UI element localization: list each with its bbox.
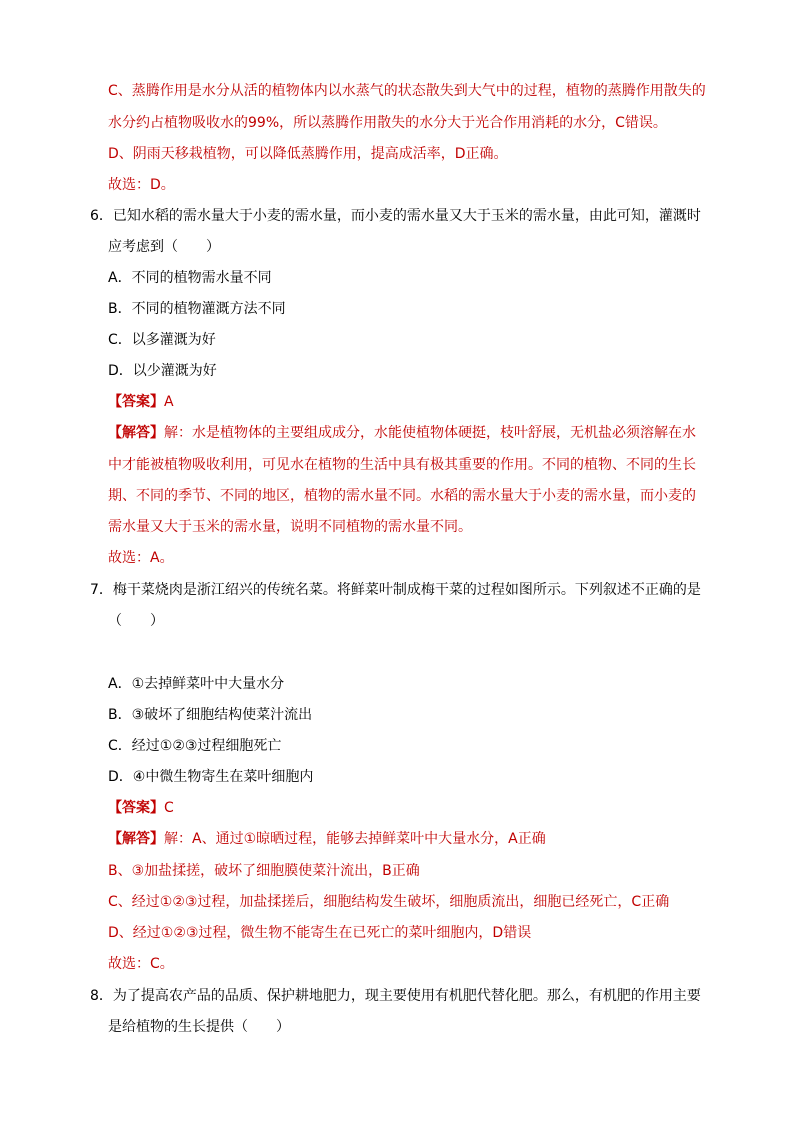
q5-explain-d-line: D、阴雨天移栽植物，可以降低蒸腾作用，提高成活率，D正确。: [108, 146, 508, 162]
q7-stem-line1: 7．梅干菜烧肉是浙江绍兴的传统名菜。将鲜菜叶制成梅干菜的过程如图所示。下列叙述不正确的是: [90, 582, 701, 598]
q7-answer-value: C: [164, 800, 174, 816]
q6-answer: [108, 392, 174, 412]
q7-answer-tag: 【答案】: [108, 800, 164, 816]
q6-explain-text1: 解：水是植物体的主要组成成分，水能使植物体硬挺，枝叶舒展，无机盐必须溶解在水: [164, 425, 696, 441]
q6-stem-line2: 应考虑到（ ）: [108, 239, 220, 255]
q7-explain-line4: D、经过①②③过程，微生物不能寄生在已死亡的菜叶细胞内，D错误: [108, 925, 532, 941]
q7-option-a: A．①去掉鲜菜叶中大量水分: [108, 676, 285, 692]
q6-option-a: A．不同的植物需水量不同: [108, 270, 272, 286]
q6-explain-line1: [108, 423, 696, 443]
q6-stem-line1: 6．已知水稻的需水量大于小麦的需水量，而小麦的需水量又大于玉米的需水量，由此可知，灌溉时: [90, 208, 701, 224]
q7-choice: 故选：C。: [108, 956, 174, 972]
q5-choice: 故选：D。: [108, 177, 175, 193]
q7-stem-line2: （ ）: [108, 613, 164, 629]
q7-explain-line3: C、经过①②③过程，加盐揉搓后，细胞结构发生破坏，细胞质流出，细胞已经死亡，C正确: [108, 894, 670, 910]
q7-explain-tag: 【解答】: [108, 831, 164, 847]
q6-explain-tag: 【解答】: [108, 425, 164, 441]
q7-option-d: D．④中微生物寄生在菜叶细胞内: [108, 769, 314, 785]
q6-answer-value: A: [164, 394, 174, 410]
q5-explain-c-line1: C、蒸腾作用是水分从活的植物体内以水蒸气的状态散失到大气中的过程，植物的蒸腾作用散失的: [108, 83, 706, 99]
q7-explain-line2: B、③加盐揉搓，破坏了细胞膜使菜汁流出，B正确: [108, 863, 420, 879]
q6-explain-line2: 中才能被植物吸收利用，可见水在植物的生活中具有极其重要的作用。不同的植物、不同的生长: [108, 457, 696, 473]
q5-explain-c-line2: 水分约占植物吸收水的99%，所以蒸腾作用散失的水分大于光合作用消耗的水分，C错误。: [108, 115, 667, 131]
q7-explain-text1: 解：A、通过①晾晒过程，能够去掉鲜菜叶中大量水分，A正确: [164, 831, 546, 847]
q8-stem-line2: 是给植物的生长提供（ ）: [108, 1019, 290, 1035]
q7-option-b: B．③破坏了细胞结构使菜汁流出: [108, 707, 313, 723]
q6-explain-line3: 期、不同的季节、不同的地区，植物的需水量不同。水稻的需水量大于小麦的需水量，而小麦的: [108, 488, 696, 504]
q6-choice: 故选：A。: [108, 550, 174, 566]
q6-option-d: D．以少灌溉为好: [108, 363, 217, 379]
q6-option-b: B．不同的植物灌溉方法不同: [108, 301, 286, 317]
q8-stem-line1: 8．为了提高农产品的品质、保护耕地肥力，现主要使用有机肥代替化肥。那么，有机肥的作用主要: [90, 988, 701, 1004]
q6-answer-tag: 【答案】: [108, 394, 164, 410]
q7-option-c: C．经过①②③过程细胞死亡: [108, 738, 282, 754]
q6-option-c: C．以多灌溉为好: [108, 332, 216, 348]
q6-explain-line4: 需水量又大于玉米的需水量，说明不同植物的需水量不同。: [108, 519, 472, 535]
q7-explain-line1: [108, 829, 546, 849]
q7-answer: [108, 798, 174, 818]
